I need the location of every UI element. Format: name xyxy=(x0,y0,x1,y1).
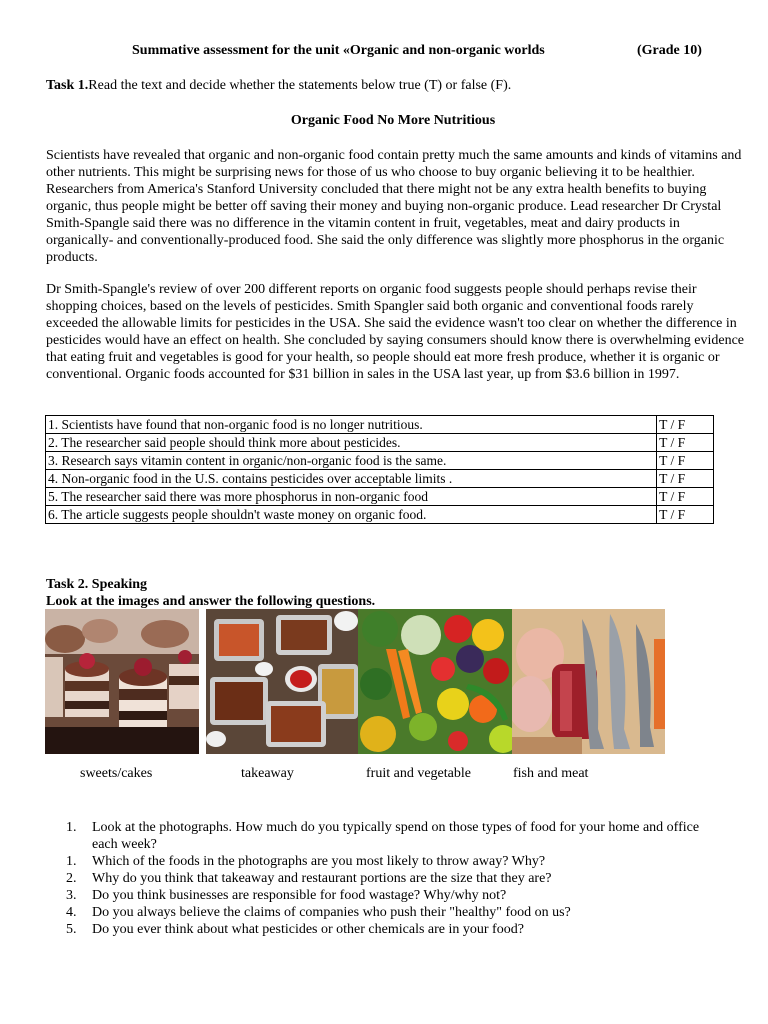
answer-cell[interactable]: T / F xyxy=(657,470,714,488)
table-row xyxy=(46,488,714,506)
photo-fruit-vegetable xyxy=(358,609,512,754)
statement-text: 6. The article suggests people shouldn't waste money on organic food. xyxy=(46,506,657,524)
list-item xyxy=(66,853,716,870)
list-item xyxy=(66,819,716,853)
grade-label: (Grade 10) xyxy=(637,43,702,58)
question-number: 1. xyxy=(66,854,77,869)
list-item xyxy=(66,887,716,904)
statement-text: 2. The researcher said people should think more about pesticides. xyxy=(46,434,657,452)
question-text: Which of the foods in the photographs are you most likely to throw away? Why? xyxy=(92,854,546,869)
true-false-table xyxy=(45,415,714,524)
question-number: 3. xyxy=(66,888,77,903)
caption-fruit-vegetable: fruit and vegetable xyxy=(366,766,471,781)
caption-fish-meat: fish and meat xyxy=(513,766,589,781)
task2-title: Task 2. Speaking xyxy=(46,577,148,592)
question-text: Do you always believe the claims of companies who push their "healthy" food on us? xyxy=(92,905,571,920)
speaking-questions xyxy=(66,819,716,938)
table-row xyxy=(46,506,714,524)
question-text: Look at the photographs. How much do you typically spend on those types of food for your home and office each week? xyxy=(92,820,700,852)
list-item xyxy=(66,904,716,921)
question-number: 4. xyxy=(66,905,77,920)
caption-takeaway: takeaway xyxy=(241,766,294,781)
list-item xyxy=(66,921,716,938)
task1-label: Task 1. xyxy=(46,78,89,93)
table-row xyxy=(46,470,714,488)
task2-instruction: Look at the images and answer the following questions. xyxy=(46,594,376,609)
photo-takeaway xyxy=(206,609,358,754)
answer-cell[interactable]: T / F xyxy=(657,416,714,434)
answer-cell[interactable]: T / F xyxy=(657,452,714,470)
question-text: Do you ever think about what pesticides or other chemicals are in your food? xyxy=(92,922,524,937)
answer-cell[interactable]: T / F xyxy=(657,506,714,524)
statement-text: 1. Scientists have found that non-organic food is no longer nutritious. xyxy=(46,416,657,434)
answer-cell[interactable]: T / F xyxy=(657,488,714,506)
statement-text: 4. Non-organic food in the U.S. contains pesticides over acceptable limits . xyxy=(46,470,657,488)
article-paragraph-2: Dr Smith-Spangle's review of over 200 different reports on organic food suggests people should perhaps revise their shopping choices, based on the levels of pesticides. Smith Spangler said both organic and conventional foods rarely exceeded the allowable limits for pesticides in the USA. She said the evidence wasn't too clear on whether the difference in pesticides would have an effect on health. She concluded by saying consumers should know there is overwhelming evidence that eating fruit and vegetables is good for your health, so people should eat more fresh produce, whether it is organic or conventional. Organic foods accounted for $31 billion in sales in the USA last year, up from $3.6 billion in 1997. xyxy=(46,282,744,382)
task2-block xyxy=(46,576,375,610)
question-number: 5. xyxy=(66,922,77,937)
task1-instruction xyxy=(46,78,511,94)
article-paragraph-1: Scientists have revealed that organic and non-organic food contain pretty much the same amounts and kinds of vitamins and other nutrients. This might be surprising news for those of us who choose to buy organic believing it to be healthier. Researchers from America's Stanford University concluded that there might not be any extra health benefits to buying organic, thus people might be better off saving their money and buying non-organic produce. Lead researcher Dr Crystal Smith-Spangle said there was no difference in the vitamin content in fruit, vegetables, meat and dairy products in organically- and conventionally-produced food. She said the only difference was slightly more phosphorus in the organic products. xyxy=(46,148,742,265)
list-item xyxy=(66,870,716,887)
photo-sweets-cakes xyxy=(45,609,199,754)
table-row xyxy=(46,452,714,470)
answer-cell[interactable]: T / F xyxy=(657,434,714,452)
worksheet-title: Summative assessment for the unit «Organic and non-organic worlds xyxy=(132,43,545,58)
question-text: Do you think businesses are responsible for food wastage? Why/why not? xyxy=(92,888,507,903)
question-number: 1. xyxy=(66,820,77,835)
task1-text: Read the text and decide whether the statements below true (T) or false (F). xyxy=(88,78,512,93)
caption-sweets-cakes: sweets/cakes xyxy=(80,766,153,781)
question-text: Why do you think that takeaway and restaurant portions are the size that they are? xyxy=(92,871,552,886)
statement-text: 3. Research says vitamin content in organic/non-organic food is the same. xyxy=(46,452,657,470)
question-number: 2. xyxy=(66,871,77,886)
table-row xyxy=(46,416,714,434)
article-title: Organic Food No More Nutritious xyxy=(290,113,496,128)
photo-strip xyxy=(45,609,665,754)
statement-text: 5. The researcher said there was more phosphorus in non-organic food xyxy=(46,488,657,506)
photo-fish-meat xyxy=(512,609,665,754)
table-row xyxy=(46,434,714,452)
